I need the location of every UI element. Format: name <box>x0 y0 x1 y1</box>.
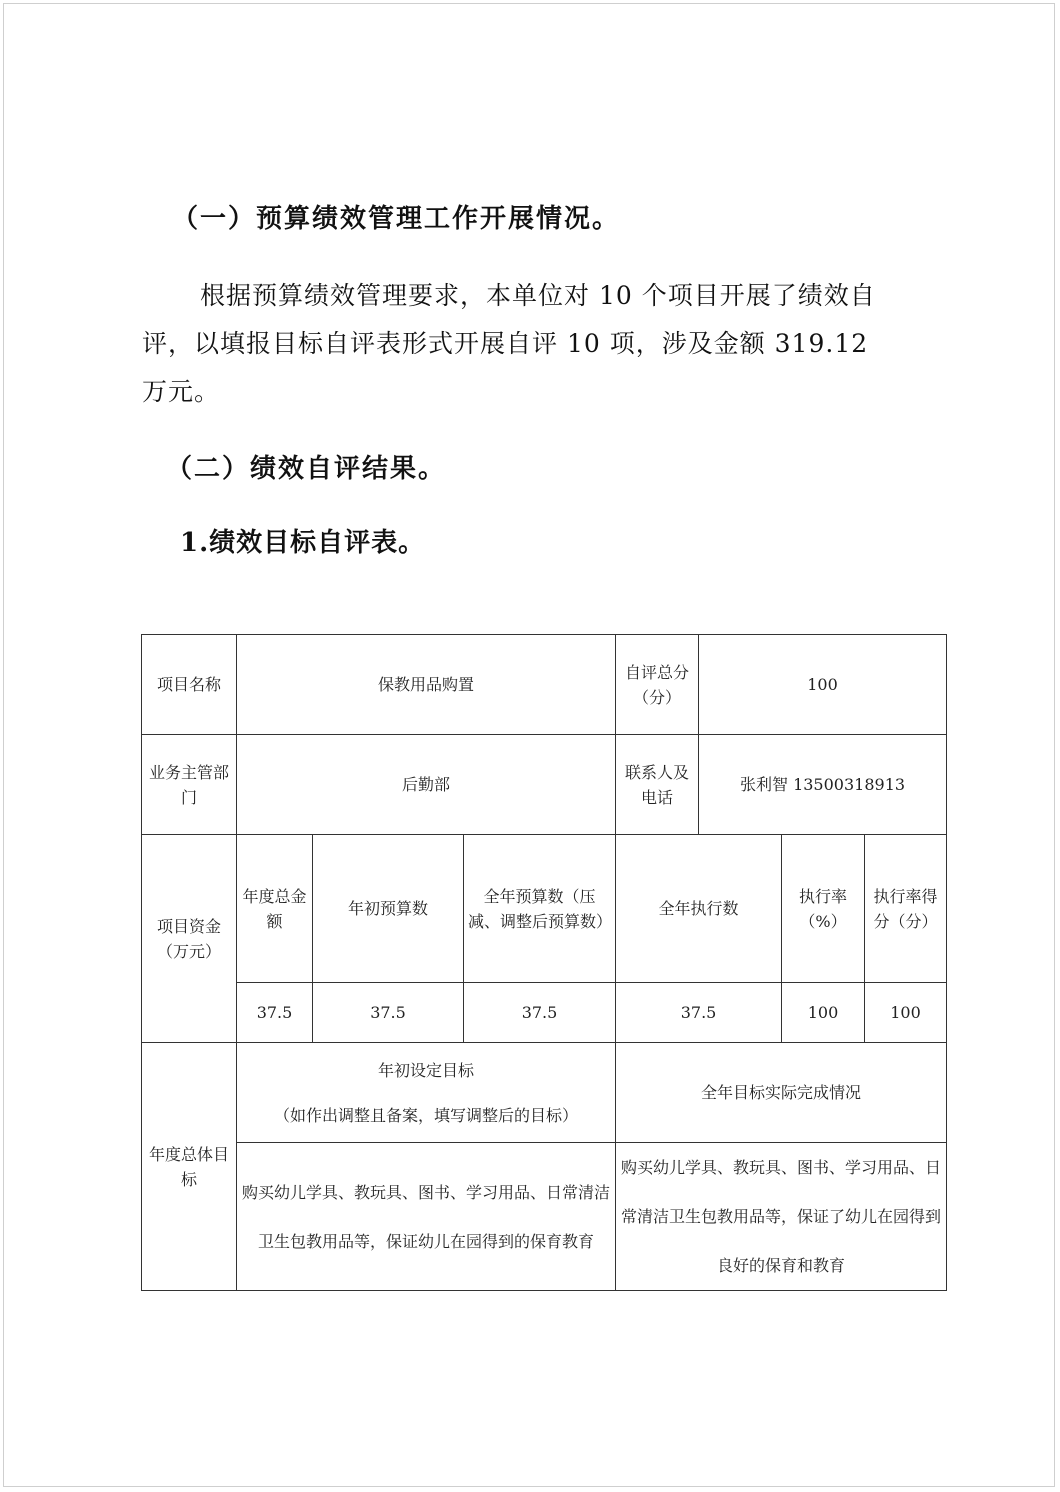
goal-initial-header: 年初设定目标 <box>378 1060 475 1080</box>
funds-header-full-year-exec: 全年执行数 <box>616 835 782 983</box>
dept-value: 后勤部 <box>237 735 616 835</box>
section-1-paragraph <box>142 272 932 416</box>
table-row <box>142 1143 947 1291</box>
contact-label: 联系人及电话 <box>616 735 699 835</box>
paragraph-line: 评，以填报目标自评表形式开展自评 10 项，涉及金额 319.12 <box>142 329 869 358</box>
funds-value-annual-total: 37.5 <box>237 983 313 1043</box>
section-heading-3: 1.绩效目标自评表。 <box>180 528 426 558</box>
paragraph-line: 根据预算绩效管理要求，本单位对 10 个项目开展了绩效自 <box>200 281 876 310</box>
funds-header-annual-total: 年度总金额 <box>237 835 313 983</box>
performance-self-evaluation-table <box>141 634 947 1291</box>
funds-value-exec-score: 100 <box>865 983 947 1043</box>
funds-value-exec-rate: 100 <box>782 983 865 1043</box>
table-row <box>142 835 947 983</box>
project-name-value: 保教用品购置 <box>237 635 616 735</box>
paragraph-line: 万元。 <box>142 377 221 406</box>
table-row <box>142 735 947 835</box>
project-name-label: 项目名称 <box>142 635 237 735</box>
funds-header-full-year-budget: 全年预算数（压减、调整后预算数） <box>464 835 616 983</box>
funds-header-initial-budget: 年初预算数 <box>313 835 464 983</box>
funds-value-full-year-exec: 37.5 <box>616 983 782 1043</box>
score-value: 100 <box>699 635 947 735</box>
score-label: 自评总分（分） <box>616 635 699 735</box>
funds-header-exec-rate: 执行率（%） <box>782 835 865 983</box>
goal-initial-header-cell <box>237 1043 616 1143</box>
section-heading-1: （一）预算绩效管理工作开展情况。 <box>172 204 621 234</box>
goal-label: 年度总体目标 <box>142 1043 237 1291</box>
dept-label: 业务主管部门 <box>142 735 237 835</box>
section-heading-2: （二）绩效自评结果。 <box>166 454 447 484</box>
goal-initial-text: 购买幼儿学具、教玩具、图书、学习用品、日常清洁卫生包教用品等，保证幼儿在园得到的保育教育 <box>237 1143 616 1291</box>
goal-actual-text: 购买幼儿学具、教玩具、图书、学习用品、日常清洁卫生包教用品等，保证了幼儿在园得到良好的保育和教育 <box>616 1143 947 1291</box>
goal-initial-note: （如作出调整且备案，填写调整后的目标） <box>274 1105 579 1125</box>
funds-value-initial-budget: 37.5 <box>313 983 464 1043</box>
table-row <box>142 1043 947 1143</box>
goal-actual-header: 全年目标实际完成情况 <box>616 1043 947 1143</box>
contact-value: 张利智 13500318913 <box>699 735 947 835</box>
funds-label: 项目资金（万元） <box>142 835 237 1043</box>
table-row <box>142 635 947 735</box>
funds-header-exec-score: 执行率得分（分） <box>865 835 947 983</box>
table-row <box>142 983 947 1043</box>
funds-value-full-year-budget: 37.5 <box>464 983 616 1043</box>
